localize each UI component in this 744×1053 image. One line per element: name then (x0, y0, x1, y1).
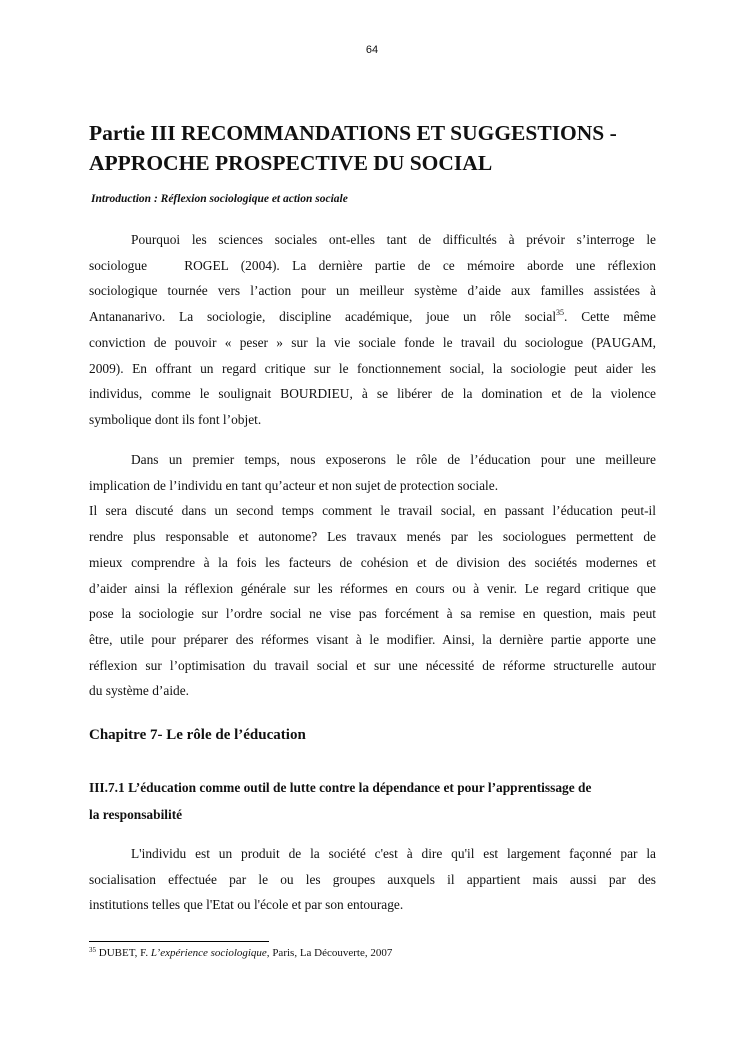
text-line: 2009). En offrant un regard critique sur le fonctionnement social, la sociologie peut aider les (89, 360, 656, 376)
text-line: rendre plus responsable et autonome? Les travaux menés par les sociologues permettent de (89, 529, 656, 545)
text-line: symbolique dont ils font l’objet. (89, 411, 262, 427)
text-line: socialisation effectuée par le ou les groupes auxquels il appartient mais aussi par des (89, 871, 656, 887)
section-title-line-2: la responsabilité (89, 807, 183, 822)
text-line: Pourquoi les sciences sociales ont-elles tant de difficultés à prévoir s’interroge le (131, 232, 656, 247)
text-line: institutions telles que l'Etat ou l'école et par son entourage. (89, 897, 404, 913)
footnote-book-title: L’expérience sociologique, (150, 947, 270, 959)
text-line (89, 304, 656, 330)
footnote-publisher: Paris, La Découverte, 2007 (272, 947, 393, 959)
part-title-line-1: Partie III RECOMMANDATIONS ET SUGGESTIONS - (89, 121, 617, 145)
text-fragment: . Cette même (564, 309, 656, 325)
text-fragment: Antananarivo. La sociologie, discipline académique, joue un rôle social (89, 309, 557, 325)
footnote-number: 35 (89, 946, 96, 954)
text-line: mieux comprendre à la fois les facteurs de cohésion et de division des sociétés modernes et (89, 554, 656, 570)
section-title-line-1: III.7.1 L’éducation comme outil de lutte contre la dépendance et pour l’apprentissage de (89, 780, 592, 795)
paragraph-intro (89, 227, 656, 433)
footnote-author: DUBET, F. (98, 947, 149, 959)
text-line: Dans un premier temps, nous exposerons le rôle de l’éducation pour une meilleure (131, 452, 656, 467)
paragraph-plan (89, 447, 656, 704)
part-title (89, 118, 669, 178)
text-line: L'individu est un produit de la société c'est à dire qu'il est largement façonné par la (131, 846, 656, 861)
text-line: Il sera discuté dans un second temps comment le travail social, en passant l’éducation peut-il (89, 503, 656, 519)
page-number: 64 (365, 44, 379, 56)
chapter-title: Chapitre 7- Le rôle de l’éducation (89, 727, 306, 743)
introduction-title: Introduction : Réflexion sociologique et action sociale (91, 193, 348, 205)
text-line: du système d’aide. (89, 683, 190, 699)
text-line: pose la sociologie sur l’ordre social ne vise pas forcément à sa remise en question, mais peut (89, 606, 656, 622)
text-line: implication de l’individu en tant qu’acteur et non sujet de protection sociale. (89, 477, 499, 493)
text-line: individus, comme le soulignait BOURDIEU, à se libérer de la domination et de la violence (89, 386, 656, 402)
section-title (89, 774, 656, 828)
paragraph-individual (89, 841, 656, 918)
footnote-divider (89, 941, 269, 942)
text-line: sociologue ROGEL (2004). La dernière partie de ce mémoire aborde une réflexion (89, 257, 656, 273)
text-line: être, utile pour préparer des réformes visant à le modifier. Ainsi, la dernière partie apporte une (89, 631, 656, 647)
text-line: réflexion sur l’optimisation du travail social et sur une nécessité de réforme structurelle autour (89, 657, 656, 673)
text-line: conviction de pouvoir « peser » sur la vie sociale fonde le travail du sociologue (PAUGAM, (89, 334, 656, 350)
footnote-reference[interactable]: 35 (556, 308, 565, 318)
part-title-line-2: APPROCHE PROSPECTIVE DU SOCIAL (89, 151, 493, 175)
text-line: d’aider ainsi la réflexion générale sur les réformes en cours ou à venir. Le regard critique que (89, 580, 656, 596)
footnote (89, 947, 392, 959)
text-line: sociologique tournée vers l’action pour un meilleur système d’aide aux familles assistées à (89, 283, 656, 299)
